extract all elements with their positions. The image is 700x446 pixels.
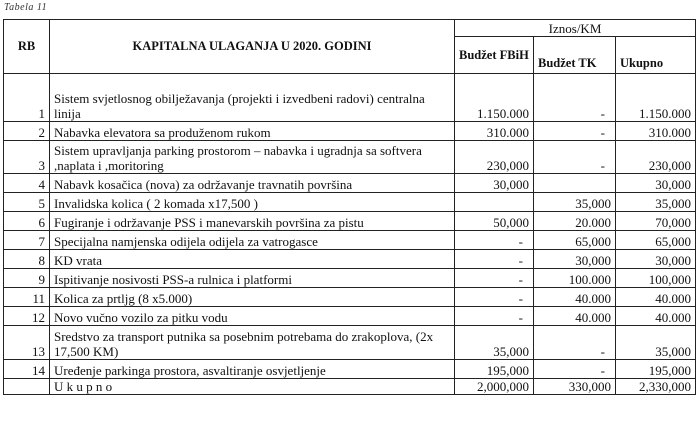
total-fbih: 2,000,000	[455, 379, 534, 395]
row-budzet-tk: 40.000	[534, 307, 616, 326]
row-ukupno: 35,000	[616, 193, 696, 212]
row-budzet-fbih: 195,000	[455, 360, 534, 379]
row-budzet-tk: 30,000	[534, 250, 616, 269]
row-budzet-tk: 35,000	[534, 193, 616, 212]
row-ukupno: 195,000	[616, 360, 696, 379]
row-budzet-fbih: -	[455, 250, 534, 269]
row-number: 5	[4, 193, 50, 212]
header-amount-group: Iznos/KM	[455, 20, 696, 37]
table-row	[4, 122, 696, 141]
table-caption: Tabela 11	[4, 2, 48, 13]
row-description: Ispitivanje nosivosti PSS-a rulnica i platformi	[50, 269, 455, 288]
table-row	[4, 326, 696, 360]
row-ukupno: 65,000	[616, 231, 696, 250]
row-ukupno: 230,000	[616, 141, 696, 174]
row-description: Sredstvo za transport putnika sa posebnim potrebama do zrakoplova, (2x 17,500 KM)	[50, 326, 455, 360]
table-row	[4, 250, 696, 269]
capital-investments-table	[3, 19, 696, 395]
header-budzet-fbih: Budžet FBiH	[455, 37, 534, 74]
row-description: Nabavka elevatora sa produženom rukom	[50, 122, 455, 141]
total-ukupno: 2,330,000	[616, 379, 696, 395]
row-budzet-tk: -	[534, 141, 616, 174]
header-title: KAPITALNA ULAGANJA U 2020. GODINI	[50, 20, 455, 74]
total-label: U k u p n o	[50, 379, 455, 395]
row-number: 2	[4, 122, 50, 141]
table-row	[4, 212, 696, 231]
row-description: Invalidska kolica ( 2 komada x17,500 )	[50, 193, 455, 212]
row-number: 7	[4, 231, 50, 250]
total-rb	[4, 379, 50, 395]
row-budzet-tk: -	[534, 326, 616, 360]
total-tk: 330,000	[534, 379, 616, 395]
row-description: Sistem upravljanja parking prostorom – nabavka i ugradnja sa softvera ,naplata i ,moritoring	[50, 141, 455, 174]
table-row	[4, 307, 696, 326]
row-number: 14	[4, 360, 50, 379]
row-budzet-fbih: -	[455, 269, 534, 288]
row-ukupno: 40.000	[616, 288, 696, 307]
row-budzet-fbih: 310.000	[455, 122, 534, 141]
row-number: 13	[4, 326, 50, 360]
row-budzet-fbih: -	[455, 231, 534, 250]
row-description: Nabavk kosačica (nova) za održavanje travnatih površina	[50, 174, 455, 193]
row-ukupno: 310.000	[616, 122, 696, 141]
table-row	[4, 231, 696, 250]
row-budzet-tk: -	[534, 360, 616, 379]
row-budzet-tk: 65,000	[534, 231, 616, 250]
row-budzet-tk: -	[534, 74, 616, 122]
row-budzet-tk: 20.000	[534, 212, 616, 231]
table-row	[4, 74, 696, 122]
row-description: Uređenje parkinga prostora, asvaltiranje osvjetljenje	[50, 360, 455, 379]
row-number: 11	[4, 288, 50, 307]
row-number: 1	[4, 74, 50, 122]
row-description: Sistem svjetlosnog obilježavanja (projekti i izvedbeni radovi) centralna linija	[50, 74, 455, 122]
header-budzet-tk: Budžet TK	[534, 37, 616, 74]
row-ukupno: 100,000	[616, 269, 696, 288]
header-rb: RB	[4, 20, 50, 74]
table-row	[4, 288, 696, 307]
row-ukupno: 30,000	[616, 250, 696, 269]
row-description: Kolica za prtljg (8 x5.000)	[50, 288, 455, 307]
table-row	[4, 269, 696, 288]
row-budzet-fbih: 230,000	[455, 141, 534, 174]
row-number: 12	[4, 307, 50, 326]
row-budzet-fbih: 1.150.000	[455, 74, 534, 122]
row-budzet-fbih: 30,000	[455, 174, 534, 193]
row-budzet-tk	[534, 174, 616, 193]
row-budzet-tk: 100.000	[534, 269, 616, 288]
row-number: 8	[4, 250, 50, 269]
row-description: Fugiranje i održavanje PSS i manevarskih površina za pistu	[50, 212, 455, 231]
table-row	[4, 193, 696, 212]
table-row	[4, 360, 696, 379]
row-number: 3	[4, 141, 50, 174]
table-row	[4, 174, 696, 193]
row-description: KD vrata	[50, 250, 455, 269]
table-row	[4, 141, 696, 174]
row-budzet-tk: 40.000	[534, 288, 616, 307]
row-description: Novo vučno vozilo za pitku vodu	[50, 307, 455, 326]
row-ukupno: 70,000	[616, 212, 696, 231]
row-ukupno: 40.000	[616, 307, 696, 326]
total-row	[4, 379, 696, 395]
row-budzet-fbih: -	[455, 307, 534, 326]
header-ukupno: Ukupno	[616, 37, 696, 74]
row-number: 6	[4, 212, 50, 231]
row-budzet-tk: -	[534, 122, 616, 141]
row-ukupno: 30,000	[616, 174, 696, 193]
row-number: 9	[4, 269, 50, 288]
row-number: 4	[4, 174, 50, 193]
row-description: Specijalna namjenska odijela odijela za vatrogasce	[50, 231, 455, 250]
row-budzet-fbih	[455, 193, 534, 212]
row-budzet-fbih: 35,000	[455, 326, 534, 360]
row-budzet-fbih: 50,000	[455, 212, 534, 231]
row-ukupno: 1.150.000	[616, 74, 696, 122]
row-budzet-fbih: -	[455, 288, 534, 307]
row-ukupno: 35,000	[616, 326, 696, 360]
